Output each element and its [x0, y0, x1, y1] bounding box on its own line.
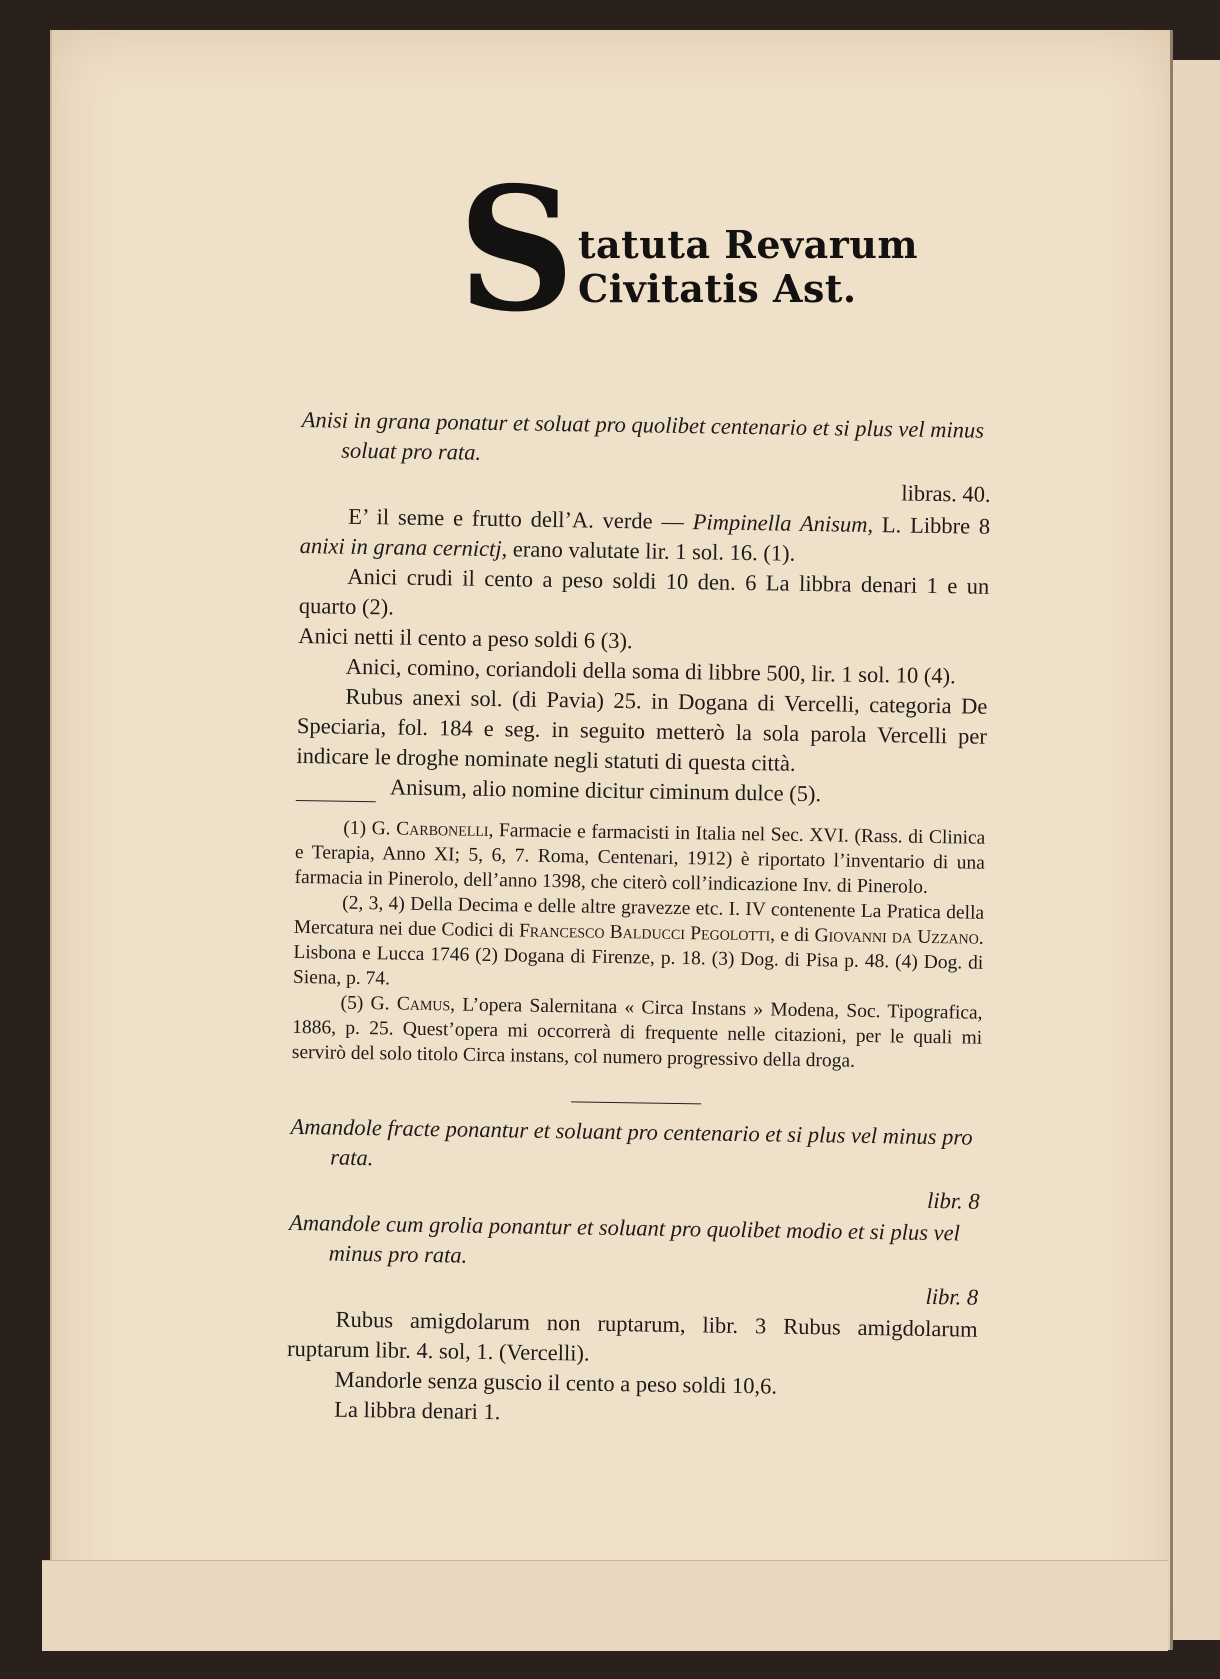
- entry-anisi-amount: libras. 40.: [901, 480, 991, 507]
- entry-amandole-grolia-amount: libr. 8: [925, 1283, 979, 1310]
- text-span: Francesco Balducci Pegolotti,: [518, 920, 776, 946]
- paragraph-anici-comino: Anici, comino, coriandoli della soma di libbre 500, lir. 1 sol. 10 (4).: [345, 653, 956, 689]
- paragraph-seme: [300, 501, 991, 572]
- text-span: Camus,: [396, 993, 456, 1016]
- paragraph-rubus-amigdolarum: Rubus amigdolarum non ruptarum, libr. 3 Rubus amigdolarum ruptarum libr. 4. sol, 1. (Vercelli).: [286, 1306, 978, 1366]
- page-header: [400, 150, 960, 350]
- text-span: Carbonelli,: [396, 818, 494, 842]
- paragraph-anici-crudi: Anici crudi il cento a peso soldi 10 den. 6 La libbra denari 1 e un quarto (2).: [298, 563, 990, 620]
- text-span: E’ il seme e frutto dell’A. verde —: [348, 503, 693, 535]
- section-divider: [571, 1101, 701, 1104]
- entry-amandole-fracte-latin: Amandole fracte ponantur et soluant pro centenario et si plus vel minus pro rata.: [290, 1113, 973, 1171]
- footnote-2: [293, 890, 984, 1001]
- main-text: [286, 405, 992, 1435]
- footnote-5: [292, 990, 983, 1076]
- text-span: Anisum, alio nomine dicitur ciminum dulce (5).: [389, 774, 822, 807]
- page-bottom-edge: [42, 1560, 1168, 1651]
- text-span: Lisbona e Lucca 1746 (2) Dogana di Firenze, p. 18. (3) Dog. di Pisa p. 48. (4) Dog. di Siena, p. 74.: [292, 941, 984, 990]
- text-span: (2, 3, 4) Della Decima e delle altre gravezze etc. I. IV contenente La Pratica della Mercatura nei due Codici di: [293, 892, 985, 942]
- text-span: (1) G.: [343, 817, 397, 840]
- paragraph-rubus-anexi: Rubus anexi sol. (di Pavia) 25. in Dogana di Vercelli, categoria De Speciaria, fol. 184 e seg. in seguito metterò la sola parola Vercelli per indicare le droghe nominate negli statuti di questa città.: [296, 683, 988, 776]
- text-span: anixi in grana cernictj,: [299, 532, 508, 562]
- text-span: Pimpinella Anisum,: [692, 509, 874, 537]
- footnotes: [292, 815, 986, 1076]
- drop-cap: S: [458, 150, 575, 350]
- footnote-rule: [296, 800, 376, 802]
- text-span: Farmacie e farmacisti in Italia nel Sec. XVI. (Rass. di Clinica e Terapia, Anno XI; 5, 6, 7. Roma, Centenari, 1912) è riportato l’inventario di una farmacia in Pinerolo, dell’anno 1398, che citerò coll’indicazione Inv. di Pinerolo.: [294, 820, 986, 898]
- paragraph-libbra: La libbra denari 1.: [334, 1396, 501, 1425]
- entry-amandole-fracte-amount: libr. 8: [926, 1187, 980, 1214]
- text-span: (5) G.: [340, 992, 397, 1015]
- title-line-1: tatuta Revarum: [578, 222, 919, 267]
- text-span: e di: [774, 924, 815, 947]
- text-span: erano valutate lir. 1 sol. 16. (1).: [507, 536, 796, 566]
- entry-amandole-grolia-latin: Amandole cum grolia ponantur et soluant pro quolibet modio et si plus vel minus pro rata.: [288, 1209, 961, 1268]
- paragraph-anici-netti: Anici netti il cento a peso soldi 6 (3).: [298, 622, 633, 654]
- statute-title: [578, 223, 918, 311]
- title-line-2: Civitatis Ast.: [578, 266, 857, 311]
- footnote-1: [294, 815, 985, 901]
- text-span: Giovanni da Uzzano.: [814, 925, 984, 949]
- paragraph-mandorle: Mandorle senza guscio il cento a peso soldi 10,6.: [334, 1366, 778, 1399]
- text-span: L’opera Salernitana « Circa Instans » Modena, Soc. Tipografica, 1886, p. 25. Quest’opera mi occorrerà di frequente nelle citazioni, per le quali mi servirò del solo titolo Circa instans, col numero progressivo della droga.: [291, 994, 983, 1072]
- entry-anisi-latin: Anisi in grana ponatur et soluat pro quolibet centenario et si plus vel minus soluat pro rata.: [301, 406, 985, 465]
- text-span: L. Libbre 8: [872, 511, 991, 539]
